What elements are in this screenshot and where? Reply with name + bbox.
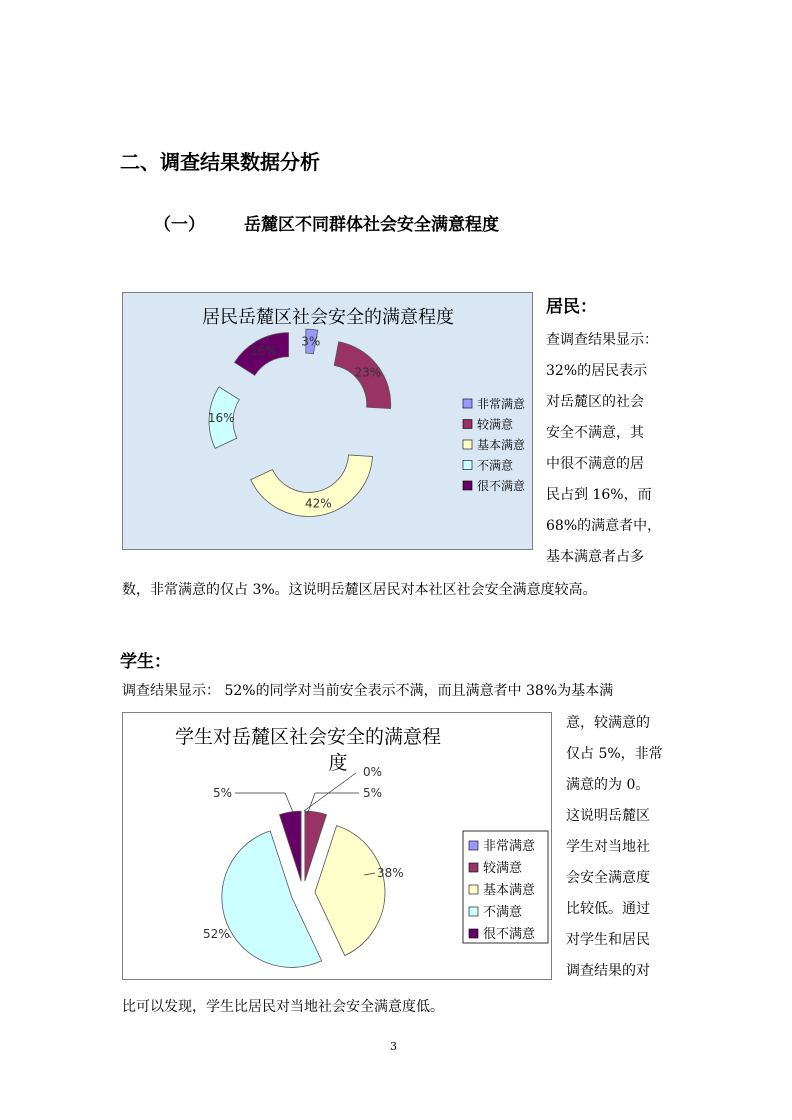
residents-text-line: 68%的满意者中， [546, 518, 662, 534]
page-number: 3 [390, 1040, 397, 1053]
data-label: 38% [377, 866, 404, 880]
students-text-line: 满意的为 0。 [566, 777, 650, 793]
legend-swatch [469, 885, 478, 894]
legend-swatch [463, 420, 472, 429]
legend-swatch [469, 907, 478, 916]
students-chart-title-line2: 度 [328, 752, 348, 774]
students-text-line: 会安全满意度 [566, 870, 650, 886]
legend-label: 基本满意 [483, 883, 536, 898]
students-pie-svg [123, 713, 551, 979]
legend-label: 不满意 [477, 458, 514, 473]
residents-heading: 居民： [546, 297, 597, 317]
legend-label: 非常满意 [477, 397, 526, 411]
residents-tail: 数，非常满意的仅占 3%。这说明岳麓区居民对本社区社会安全满意度较高。 [122, 582, 597, 598]
residents-text-line: 安全不满意，其 [546, 425, 644, 441]
legend-label: 较满意 [483, 861, 523, 876]
residents-text-line: 32%的居民表示 [546, 363, 648, 379]
pie-slice [315, 826, 385, 956]
students-text-line: 这说明岳麓区 [566, 808, 650, 824]
data-label: 42% [305, 496, 332, 511]
legend-label: 较满意 [477, 417, 514, 432]
legend-label: 基本满意 [477, 438, 526, 452]
subsection-title: 岳麓区不同群体社会安全满意程度 [244, 215, 499, 235]
legend-swatch [469, 863, 478, 872]
legend-swatch [463, 440, 472, 449]
students-heading: 学生： [120, 652, 171, 672]
data-label: 0% [363, 765, 383, 779]
data-label: 23% [354, 365, 382, 380]
students-text-line: 对学生和居民 [566, 932, 650, 948]
subsection-number: （一） [154, 215, 205, 235]
legend-swatch [463, 399, 472, 408]
legend-swatch [463, 461, 472, 470]
legend-label: 很不满意 [477, 479, 526, 493]
data-label: 5% [213, 786, 233, 800]
data-label: 3% [301, 334, 321, 349]
data-label: 5% [363, 786, 383, 800]
data-label: 52% [203, 927, 230, 941]
students-text-line: 学生对当地社 [566, 839, 650, 855]
section-title: 二、调查结果数据分析 [120, 150, 320, 174]
students-text-line: 比较低。通过 [566, 901, 650, 917]
students-chart [122, 712, 552, 980]
leader-line [304, 773, 356, 811]
legend-label: 不满意 [483, 905, 523, 920]
students-text-line: 调查结果的对 [566, 963, 650, 979]
students-text-line: 意，较满意的 [566, 715, 650, 731]
legend-swatch [463, 481, 472, 490]
residents-text-line: 查调查结果显示： [546, 332, 658, 348]
legend-label: 非常满意 [483, 839, 536, 854]
legend-swatch [469, 841, 478, 850]
data-label: 16% [207, 410, 235, 425]
residents-text-line: 对岳麓区的社会 [546, 394, 644, 410]
residents-pie-svg [123, 293, 532, 549]
residents-chart [122, 292, 533, 550]
students-tail: 比可以发现，学生比居民对当地社会安全满意度低。 [122, 999, 444, 1015]
residents-text-line: 民占到 16%，而 [546, 487, 652, 503]
residents-text-line: 基本满意者占多 [546, 549, 644, 565]
legend-label: 很不满意 [483, 927, 536, 942]
residents-text-line: 中很不满意的居 [546, 456, 644, 472]
students-text-line: 仅占 5%，非常 [566, 746, 663, 762]
data-label: 16% [250, 344, 277, 359]
students-chart-title-line1: 学生对岳麓区社会安全的满意程 [174, 726, 442, 748]
students-first-line: 调查结果显示： 52%的同学对当前安全表示不满，而且满意者中 38%为基本满 [122, 683, 614, 699]
residents-chart-title: 居民岳麓区社会安全的满意程度 [202, 307, 454, 328]
legend-swatch [469, 929, 478, 938]
